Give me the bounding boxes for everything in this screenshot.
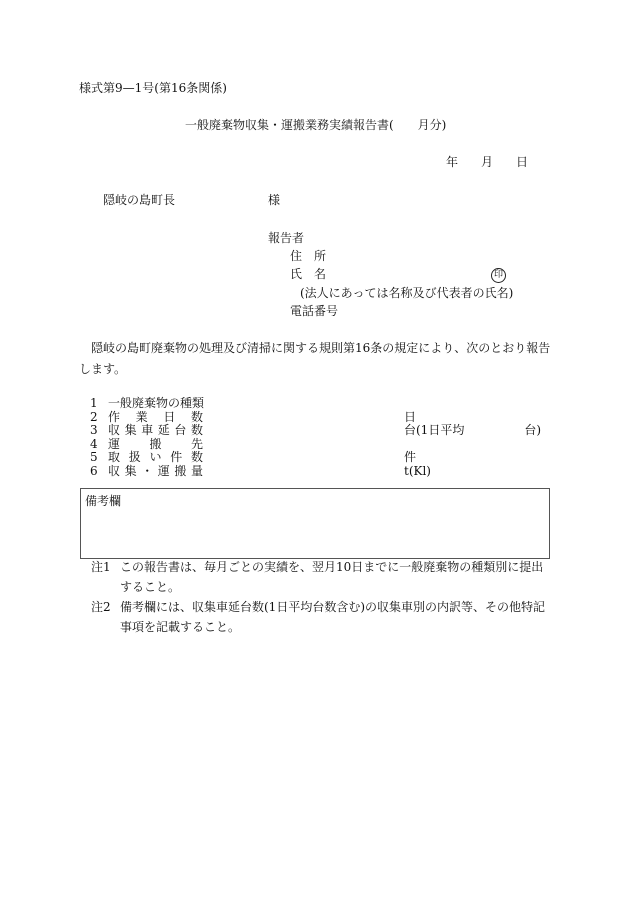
date-year-label: 年 [446,155,459,169]
item-label-char: 量 [190,463,203,478]
item-unit: 件 [404,450,417,464]
item-unit: 台(1日平均 台) [404,423,541,437]
seal-icon: 印 [491,266,506,283]
remarks-box[interactable] [80,488,550,559]
name-label: 氏 名 [290,267,327,281]
remarks-label: 備考欄 [85,494,122,508]
note-label: 注2 [91,600,111,614]
note-2 [91,597,553,637]
date-month-label: 月 [481,155,494,169]
form-number: 様式第9—1号(第16条関係) [79,81,227,95]
item-number: 3 [90,423,98,437]
item-label-char: 収 [108,463,121,478]
item-label-char: 台 [174,423,187,437]
item-label-char: 収 [108,423,121,437]
item-number: 1 [90,396,98,410]
addressee-honorific: 様 [268,193,281,207]
item-number: 5 [90,450,98,464]
item-label-char: 集 [124,463,137,478]
item-label-char: 件 [170,450,183,464]
item-label-char: 日 [163,409,176,424]
item-label-char: 数 [190,423,203,437]
item-number: 4 [90,436,98,451]
corporate-note: (法人にあっては名称及び代表者の氏名) [300,286,514,300]
phone-label: 電話番号 [290,304,339,318]
item-label-char: 搬 [174,463,187,478]
item-label-char: 延 [157,423,170,437]
item-label-char: 作 [108,409,121,424]
item-label-char: い [149,450,162,464]
item-label-char: ・ [141,463,154,478]
item-label-char: 運 [157,463,170,478]
note-text: 備考欄には、収集車延台数(1日平均台数含む)の収集車別の内訳等、その他特記事項を記載すること。 [120,600,546,634]
item-label [108,396,204,410]
item-label [108,437,203,451]
item-label [108,450,203,464]
note-label: 注1 [91,560,111,574]
date-day-label: 日 [516,155,529,169]
item-label [108,464,203,478]
item-label-char: 扱 [128,450,141,464]
item-number: 2 [90,409,98,424]
item-label-char: 搬 [149,436,162,451]
item-label-char: 業 [135,409,148,424]
report-statement: 隠岐の島町廃棄物の処理及び清掃に関する規則第16条の規定により、次のとおり報告します。 [79,341,551,376]
addressee-name: 隠岐の島町長 [103,193,176,207]
item-label-char: 先 [190,436,203,451]
item-label [108,423,203,437]
note-text: この報告書は、毎月ごとの実績を、翌月10日までに一般廃棄物の種類別に提出すること。 [120,560,544,594]
item-label-char: 一般廃棄物の種類 [108,396,205,410]
document-title: 一般廃棄物収集・運搬業務実績報告書( 月分) [185,118,447,132]
item-label [108,410,203,424]
item-number: 6 [90,463,98,478]
address-label: 住 所 [290,249,327,263]
item-label-char: 集 [124,423,137,437]
item-label-char: 数 [190,450,203,464]
item-unit: t(Kl) [404,463,431,478]
item-label-char: 運 [108,436,121,451]
item-label-char: 取 [108,450,121,464]
item-label-char: 数 [190,409,203,424]
reporter-heading: 報告者 [268,231,305,245]
item-label-char: 車 [141,423,154,437]
item-unit: 日 [404,409,417,424]
note-1 [91,557,553,597]
